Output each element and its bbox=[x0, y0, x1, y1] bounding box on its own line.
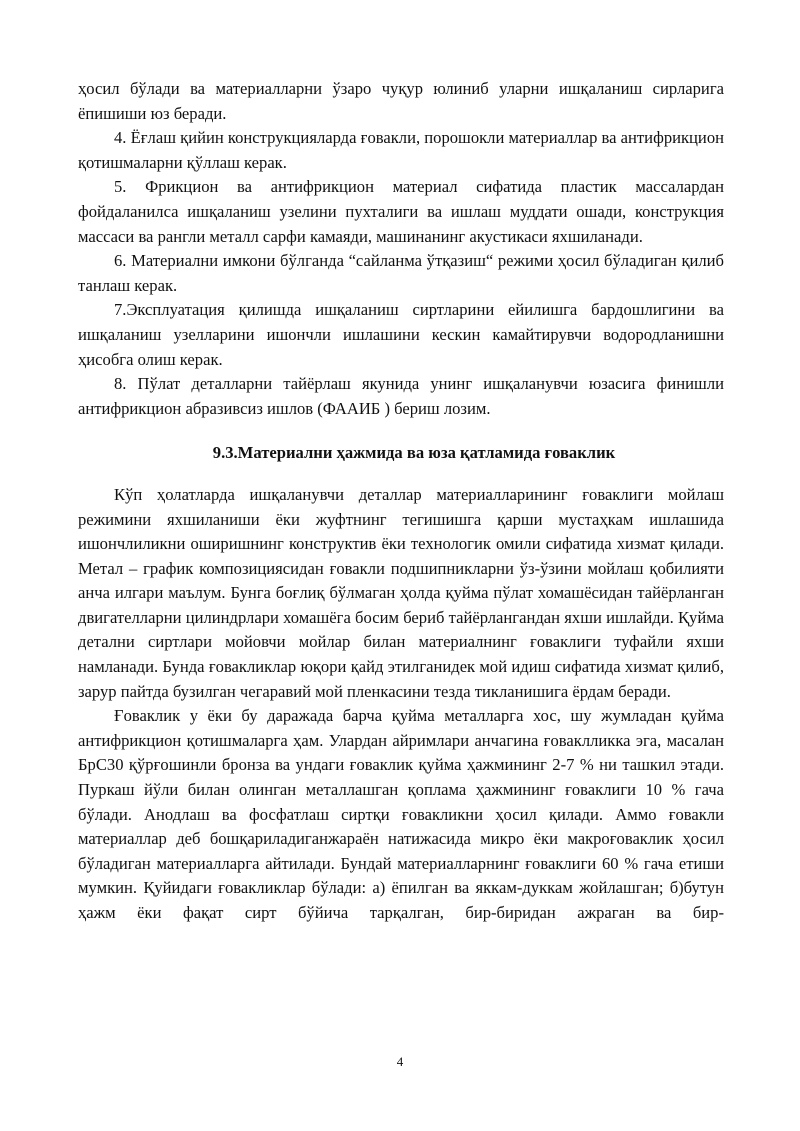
paragraph-item-5: 5. Фрикцион ва антифрикцион материал сифатида пластик массалардан фойдаланилса ишқаланиш узелини пухталиги ва ишлаш муддати ошади, конструкция массаси ва рангли металл сарфи камаяди, машинанинг акустикаси яхшиланади. bbox=[78, 177, 724, 246]
paragraph-porosity-intro: Кўп ҳолатларда ишқаланувчи деталлар материалларининг ғоваклиги мойлаш режимини яхшиланиши ёки жуфтнинг тегишишга қарши мустаҳкам ишлашида ишончлиликни оширишнинг конструктив ёки технологик омили сифатида хизмат қилади. Метал – график композициясидан ғовакли подшипникларни ўз-ўзини мойлаш қобилияти анча илгари маълум. Бунга боғлиқ бўлмаган ҳолда қуйма пўлат хомашёсидан тайёрланган двигателларни цилиндрлари хомашёга босим бериб тайёрлангандан яхши ишлайди. Қуйма детални сиртлари мойовчи мойлар билан материалнинг ғоваклиги туфайли яхши намланади. Бунда ғовакликлар юқори қайд этилганидек мой идиш сифатида хизмат қилиб, зарур пайтда бузилган чегаравий мой пленкасини тезда тикланишига ёрдам беради. bbox=[78, 484, 724, 701]
paragraph-continuation: ҳосил бўлади ва материалларни ўзаро чуқур юлиниб уларни ишқаланиш сирларига ёпишиши юз беради. bbox=[78, 79, 724, 123]
bottom-paragraphs bbox=[78, 483, 724, 926]
paragraph-item-7: 7.Эксплуатация қилишда ишқаланиш сиртларини ейилишга бардошлигини ва ишқаланиш узелларини ишончли ишлашини кескин камайтирувчи водородланишни ҳисобга олиш керак. bbox=[78, 300, 724, 369]
section-heading: 9.3.Материални ҳажмида ва юза қатламида ғоваклик bbox=[212, 443, 616, 463]
page-number: 4 bbox=[396, 1054, 404, 1069]
paragraph-item-4: 4. Ёғлаш қийин конструкцияларда ғовакли, порошокли материаллар ва антифрикцион қотишмаларни қўллаш керак. bbox=[78, 128, 724, 172]
paragraph-porosity-types: Ғоваклик у ёки бу даражада барча қуйма металларга хос, шу жумладан қуйма антифрикцион қотишмаларга ҳам. Улардан айримлари анчагина ғоваклликка эга, масалан БрС30 қўрғошинли бронза ва ундаги ғоваклик қуйма ҳажмининг 2-7 % ни ташкил этади. Пуркаш йўли билан олинган металлашган қоплама ҳажмининг ғоваклиги 10 % гача бўлади. Анодлаш ва фосфатлаш сиртқи ғовакликни ҳосил қилади. Аммо ғовакли материаллар деб бошқариладиганжараён натижасида микро ёки макроғоваклик ҳосил бўладиган материалларга айтилади. Бундай материалларнинг ғоваклиги 60 % гача етиши мумкин. Қуйидаги ғовакликлар бўлади: а) ёпилган ва яккам-дуккам жойлашган; б)бутун ҳажм ёки фақат сирт бўйича тарқалган, бир-биридан ажраган ва бир- bbox=[78, 706, 724, 922]
document-page bbox=[78, 77, 724, 926]
paragraph-item-6: 6. Материални имкони бўлганда “сайланма ўтқазиш“ режими ҳосил бўладиган қилиб танлаш керак. bbox=[78, 251, 724, 295]
paragraph-item-8: 8. Пўлат деталларни тайёрлаш якунида унинг ишқаланувчи юзасига финишли антифрикцион абразивсиз ишлов (ФААИБ ) бериш лозим. bbox=[78, 374, 724, 418]
top-paragraphs bbox=[78, 77, 724, 421]
